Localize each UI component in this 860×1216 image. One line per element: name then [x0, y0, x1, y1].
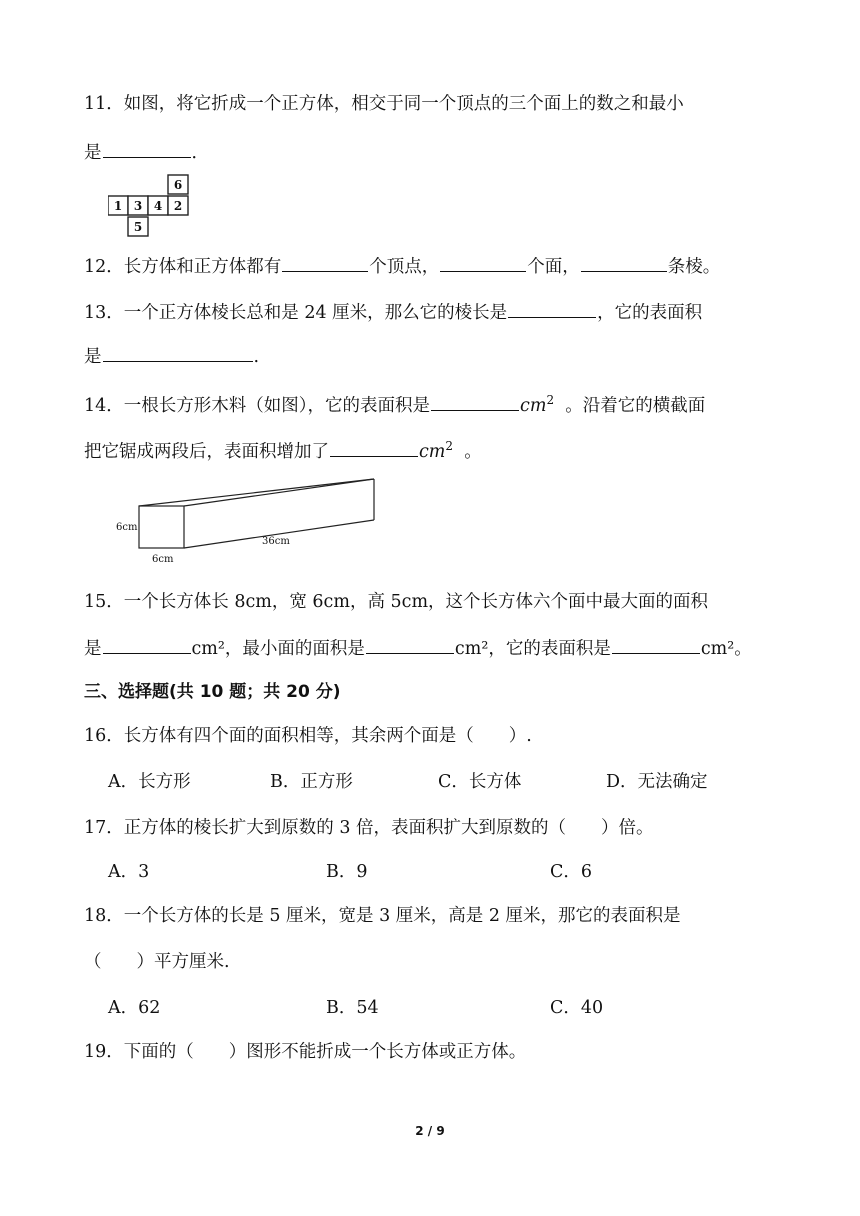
q18-option-c[interactable]: C．40 [550, 998, 604, 1018]
q13-area-blank[interactable] [103, 342, 253, 362]
q15-a: 是 [84, 639, 102, 659]
q13-suffix: ，它的表面积 [597, 303, 703, 323]
q12-part4: 条棱。 [667, 257, 721, 277]
q16-option-d[interactable]: D．无法确定 [606, 772, 708, 792]
q11-line1: 11．如图，将它折成一个正方体，相交于同一个顶点的三个面上的数之和最小 [84, 94, 684, 114]
prism-width-label: 6cm [152, 554, 174, 565]
q11-prefix: 是 [84, 143, 102, 163]
prism-front-face [139, 506, 184, 548]
net-number: 6 [173, 178, 183, 192]
q12-part2: 个顶点， [369, 257, 440, 277]
q14-line1 [84, 388, 705, 418]
q14-prefix: 14．一根长方形木料（如图），它的表面积是 [84, 395, 431, 416]
q18-option-b[interactable]: B．54 [326, 998, 379, 1018]
prism-figure [112, 474, 382, 566]
q18-line2: （ ）平方厘米. [84, 952, 230, 972]
q13-prefix: 13．一个正方体棱长总和是 24 厘米，那么它的棱长是 [84, 303, 508, 323]
net-number: 5 [133, 220, 143, 234]
q13-line2-prefix: 是 [84, 347, 102, 367]
q12-edges-blank[interactable] [581, 252, 667, 272]
q11-suffix: ． [191, 143, 209, 163]
q15-b: cm²，最小面的面积是 [191, 639, 365, 659]
q15-d: cm²。 [700, 639, 752, 659]
q12-part3: 个面， [527, 257, 580, 277]
page-number: 2 / 9 [415, 1124, 445, 1138]
q14-unit2: $cm^2$ [419, 439, 454, 462]
q14-unit: $cm^2$ [520, 393, 555, 416]
q16-option-a[interactable]: A．长方形 [108, 772, 191, 792]
net-number: 4 [153, 199, 163, 213]
q15-largest-blank[interactable] [103, 634, 191, 654]
net-number: 3 [133, 199, 143, 213]
q16-text: 16．长方体有四个面的面积相等，其余两个面是（ ）. [84, 726, 532, 746]
prism-top-back-edge [139, 479, 374, 506]
q12-vertices-blank[interactable] [282, 252, 368, 272]
q15-c: cm²，它的表面积是 [454, 639, 611, 659]
q15-total-blank[interactable] [612, 634, 700, 654]
q13-edge-blank[interactable] [508, 298, 596, 318]
q17-text: 17．正方体的棱长扩大到原数的 3 倍，表面积扩大到原数的（ ）倍。 [84, 818, 654, 838]
q15-line2 [84, 634, 752, 661]
q12-part1: 12．长方体和正方体都有 [84, 257, 282, 277]
q12-line [84, 252, 720, 279]
cube-net-figure [108, 174, 192, 238]
q11-line2 [84, 138, 209, 165]
q19-text: 19．下面的（ ）图形不能折成一个长方体或正方体。 [84, 1042, 527, 1062]
q17-option-b[interactable]: B．9 [326, 862, 368, 882]
net-number: 1 [113, 199, 123, 213]
prism-length-label: 36cm [262, 536, 290, 547]
q18-option-a[interactable]: A．62 [108, 998, 161, 1018]
q14-area-blank[interactable] [431, 391, 519, 411]
q15-line1: 15．一个长方体长 8cm，宽 6cm，高 5cm，这个长方体六个面中最大面的面积 [84, 592, 709, 612]
q18-line1: 18．一个长方体的长是 5 厘米，宽是 3 厘米，高是 2 厘米，那它的表面积是 [84, 906, 681, 926]
q14-suffix: 。沿着它的横截面 [565, 395, 706, 416]
q14-increase-blank[interactable] [330, 437, 418, 457]
q13-line2-suffix: . [253, 347, 260, 367]
q14-line2-prefix: 把它锯成两段后，表面积增加了 [84, 441, 329, 462]
q14-line2 [84, 434, 482, 464]
prism-height-label: 6cm [116, 522, 138, 533]
q13-line2 [84, 342, 259, 369]
q16-option-b[interactable]: B．正方形 [270, 772, 353, 792]
q17-option-c[interactable]: C．6 [550, 862, 593, 882]
q16-option-c[interactable]: C．长方体 [438, 772, 522, 792]
q13-line1 [84, 298, 702, 325]
q14-line2-suffix: 。 [464, 441, 482, 462]
q17-option-a[interactable]: A．3 [108, 862, 150, 882]
net-number: 2 [173, 199, 183, 213]
q15-smallest-blank[interactable] [366, 634, 454, 654]
section-heading: 三、选择题(共 10 题；共 20 分) [84, 682, 341, 702]
prism-top-front-edge [184, 479, 374, 506]
q11-answer-blank[interactable] [103, 138, 191, 158]
q12-faces-blank[interactable] [440, 252, 526, 272]
